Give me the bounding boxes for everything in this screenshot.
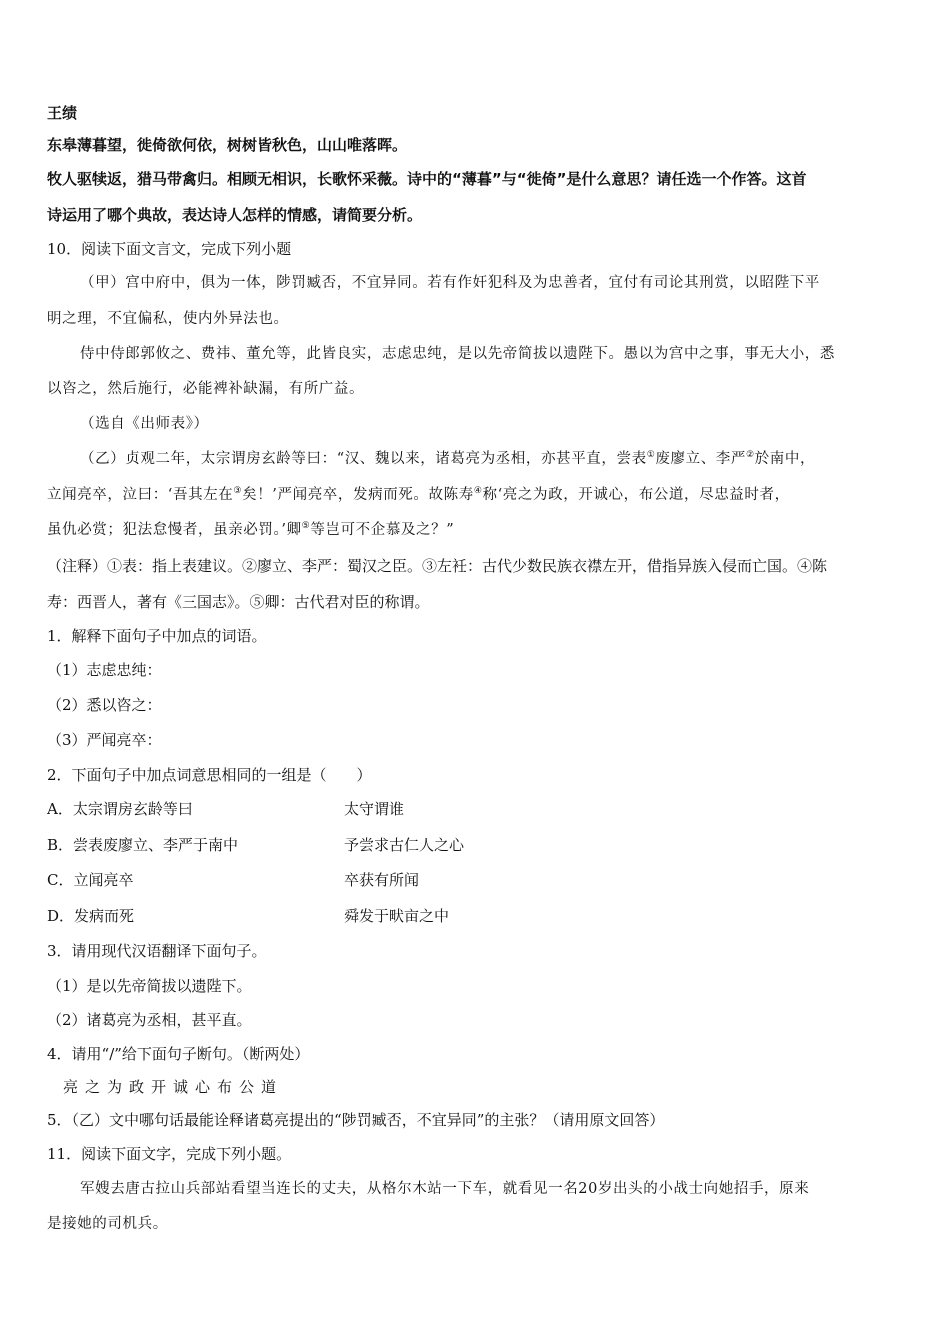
yi-text-line-3 xyxy=(47,519,454,541)
question-3-item: （1）是以先帝简拔以遗陛下。 xyxy=(47,977,252,995)
question-5: 5．（乙）文中哪句话最能诠释诸葛亮提出的“陟罚臧否，不宜异同”的主张？（请用原文回答） xyxy=(47,1111,665,1129)
question-2: 2．下面句子中加点词意思相同的一组是（ ） xyxy=(47,766,372,784)
option-a-compare: 太守谓谁 xyxy=(344,800,405,818)
question-1-item: （1）志虑忠纯： xyxy=(47,661,162,679)
question-4-sentence: 亮之为政开诚心布公道 xyxy=(63,1078,284,1096)
footnote-marker-5: ⑤ xyxy=(301,521,311,531)
jia-text-line-1: （甲）宫中府中，俱为一体，陟罚臧否，不宜异同。若有作奸犯科及为忠善者，宜付有司论其刑赏，以昭陛下平 xyxy=(80,275,820,291)
option-d: D．发病而死 xyxy=(47,907,135,925)
footnote-marker-1: ① xyxy=(646,450,656,460)
option-c-compare: 卒获有所闻 xyxy=(344,871,420,889)
question-4: 4．请用“/”给下面句子断句。（断两处） xyxy=(47,1045,310,1063)
yi-text-3a: 虽仇必赏；犯法怠慢者，虽亲必罚。’卿 xyxy=(47,522,302,538)
poem-line-1: 东皋薄暮望，徙倚欲何依，树树皆秋色，山山唯落晖。 xyxy=(47,136,408,154)
question-1-item: （3）严闻亮卒： xyxy=(47,731,162,749)
question-1: 1．解释下面句子中加点的词语。 xyxy=(47,627,267,645)
question-3: 3．请用现代汉语翻译下面句子。 xyxy=(47,942,267,960)
q11-text-line-2: 是接她的司机兵。 xyxy=(47,1216,168,1232)
yi-text-line-2 xyxy=(47,484,790,506)
q11-text-line-1: 军嫂去唐古拉山兵部站看望当连长的丈夫，从格尔木站一下车，就看见一名20岁出头的小战士向她招手，原来 xyxy=(80,1181,810,1197)
yi-text-2c: 称‘亮之为政，开诚心，布公道，尽忠益时者， xyxy=(482,487,790,503)
option-b-compare: 予尝求古仁人之心 xyxy=(344,836,465,854)
poem-author: 王绩 xyxy=(47,104,78,122)
yi-text-1c: 於南中， xyxy=(754,451,816,467)
poem-question-line: 牧人驱犊返，猎马带禽归。相顾无相识，长歌怀采薇。诗中的“薄暮”与“徙倚”是什么意思？请任选一个作答。这首 xyxy=(47,170,807,188)
question-1-item: （2）悉以咨之： xyxy=(47,696,162,714)
question-3-item: （2）诸葛亮为丞相，甚平直。 xyxy=(47,1011,252,1029)
q11-header: 11．阅读下面文字，完成下列小题。 xyxy=(47,1145,292,1163)
source-note: （选自《出师表》） xyxy=(80,416,209,432)
notes-line-2: 寿：西晋人，著有《三国志》。⑤卿：古代君对臣的称谓。 xyxy=(47,593,430,611)
yi-text-1b: 废廖立、李严 xyxy=(655,451,746,467)
poem-question-line-2: 诗运用了哪个典故，表达诗人怎样的情感，请简要分析。 xyxy=(47,206,423,224)
yi-text-2b: 矣！’严闻亮卒，发病而死。故陈寿 xyxy=(242,487,474,503)
notes-line-1: （注释）①表：指上表建议。②廖立、李严：蜀汉之臣。③左衽：古代少数民族衣襟左开，借指异族入侵而亡国。④陈 xyxy=(47,557,828,575)
yi-text-line-1 xyxy=(80,448,815,470)
option-b: B．尝表废廖立、李严于南中 xyxy=(47,836,239,854)
jia-text-line-2: 明之理，不宜偏私，使内外异法也。 xyxy=(47,311,289,327)
option-a: A．太宗谓房玄龄等曰 xyxy=(47,800,193,818)
q10-header: 10．阅读下面文言文，完成下列小题 xyxy=(47,240,292,258)
footnote-marker-4: ④ xyxy=(473,486,483,496)
option-d-compare: 舜发于畎亩之中 xyxy=(344,907,450,925)
footnote-marker-3: ③ xyxy=(233,486,243,496)
yi-text-3b: 等岂可不企慕及之？” xyxy=(310,522,455,538)
yi-text-1a: （乙）贞观二年，太宗谓房玄龄等曰：“汉、魏以来，诸葛亮为丞相，亦甚平直，尝表 xyxy=(80,451,647,467)
footnote-marker-2: ② xyxy=(746,450,755,460)
jia-text-line-3: 侍中侍郎郭攸之、费祎、董允等，此皆良实，志虑忠纯，是以先帝简拔以遗陛下。愚以为宫中之事，事无大小，悉 xyxy=(80,346,835,362)
yi-text-2a: 立闻亮卒，泣曰：‘吾其左在 xyxy=(47,487,234,503)
jia-text-line-4: 以咨之，然后施行，必能裨补缺漏，有所广益。 xyxy=(47,381,365,397)
option-c: C．立闻亮卒 xyxy=(47,871,134,889)
